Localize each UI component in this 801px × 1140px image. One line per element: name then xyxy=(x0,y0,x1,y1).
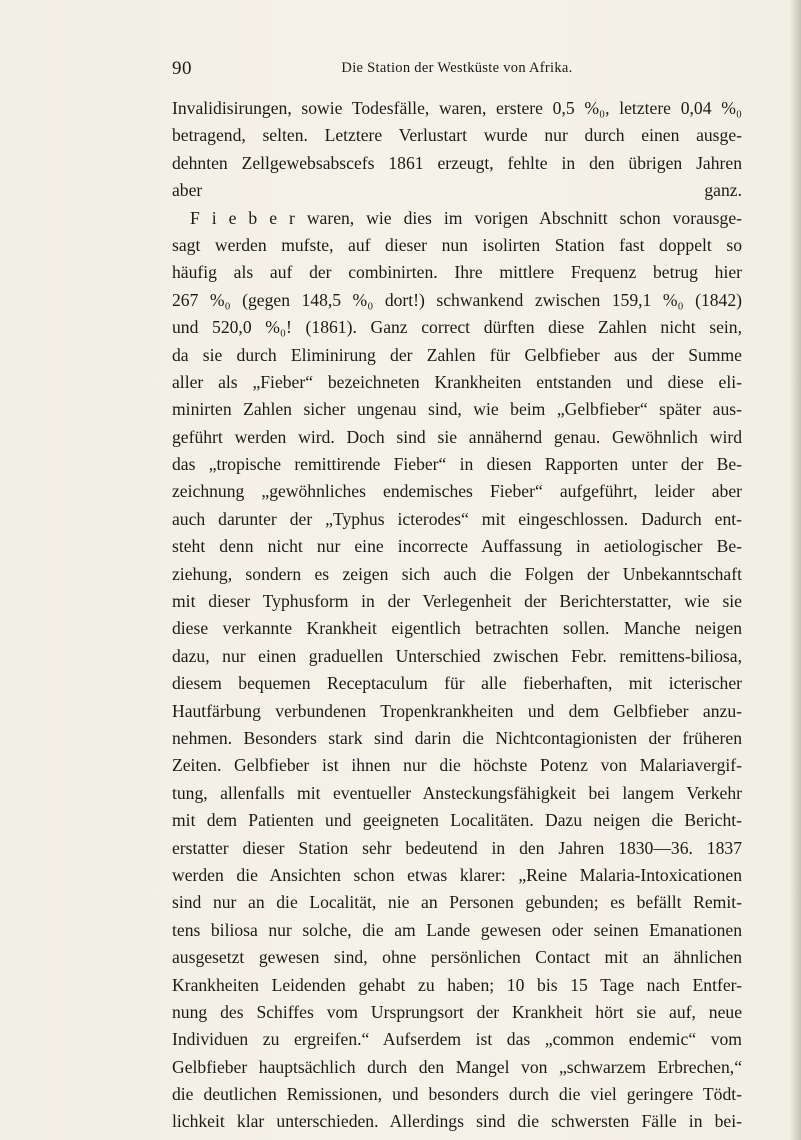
text-line: diesem bequemen Receptaculum für alle fieberhaften, mit icterischer xyxy=(172,673,742,694)
text-line: Hautfärbung verbundenen Tropenkrankheiten und dem Gelbfieber anzu- xyxy=(172,700,742,721)
text-line: nung des Schiffes vom Ursprungsort der Krankheit hört sie auf, neue xyxy=(172,1001,742,1022)
text-line: 267 %₀ (gegen 148,5 %₀ dort!) schwankend zwischen 159,1 %₀ (1842) xyxy=(172,289,742,310)
text-line: das „tropische remittirende Fieber“ in diesen Rapporten unter der Be- xyxy=(172,454,742,475)
text-line: auch darunter der „Typhus icterodes“ mit eingeschlossen. Dadurch ent- xyxy=(172,508,742,529)
text-line: betragend, selten. Letztere Verlustart wurde nur durch einen ausge- xyxy=(172,125,742,146)
text-line: dazu, nur einen graduellen Unterschied zwischen Febr. remittens-biliosa, xyxy=(172,645,742,666)
text-line: lichkeit klar unterschieden. Allerdings sind die schwersten Fälle in bei- xyxy=(172,1111,742,1132)
text-line: aller als „Fieber“ bezeichneten Krankheiten entstanden und diese eli- xyxy=(172,371,742,392)
text-line: Krankheiten Leidenden gehabt zu haben; 10 bis 15 Tage nach Entfer- xyxy=(172,974,742,995)
text-line: tens biliosa nur solche, die am Lande gewesen oder seinen Emanationen xyxy=(172,919,742,940)
text-line: zeichnung „gewöhnliches endemisches Fieber“ aufgeführt, leider aber xyxy=(172,481,742,502)
text-line: Individuen zu ergreifen.“ Aufserdem ist das „common endemic“ vom xyxy=(172,1029,742,1050)
text-line: häufig als auf der combinirten. Ihre mittlere Frequenz betrug hier xyxy=(172,262,742,283)
running-title: Die Station der Westküste von Afrika. xyxy=(341,60,573,76)
text-line: tung, allenfalls mit eventueller Ansteckungsfähigkeit bei langem Verkehr xyxy=(172,782,742,803)
text-line: steht denn nicht nur eine incorrecte Auffassung in aetiologischer Be- xyxy=(172,536,742,557)
body-text xyxy=(172,95,742,1136)
text-line: sagt werden mufste, auf dieser nun isolirten Station fast doppelt so xyxy=(172,234,742,255)
text-line: die deutlichen Remissionen, und besonders durch die viel geringere Tödt- xyxy=(172,1084,742,1105)
text-line: geführt werden wird. Doch sind sie annähernd genau. Gewöhnlich wird xyxy=(172,426,742,447)
text-line: und 520,0 %₀! (1861). Ganz correct dürften diese Zahlen nicht sein, xyxy=(172,317,742,338)
text-line: da sie durch Eliminirung der Zahlen für Gelbfieber aus der Summe xyxy=(172,344,742,365)
text-line: mit dem Patienten und geeigneten Localitäten. Dazu neigen die Bericht- xyxy=(172,810,742,831)
text-line: Zeiten. Gelbfieber ist ihnen nur die höchste Potenz von Malariavergif- xyxy=(172,755,742,776)
text-line: sind nur an die Localität, nie an Personen gebunden; es befällt Remit- xyxy=(172,892,742,913)
text-line: diese verkannte Krankheit eigentlich betrachten sollen. Manche neigen xyxy=(172,618,742,639)
text-line: nehmen. Besonders stark sind darin die Nichtcontagionisten der früheren xyxy=(172,727,742,748)
page-edge-shadow xyxy=(789,0,801,1140)
text-line: dehnten Zellgewebsabscefs 1861 erzeugt, fehlte in den übrigen Jahren xyxy=(172,152,742,173)
text-line: werden die Ansichten schon etwas klarer: „Reine Malaria-Intoxicationen xyxy=(172,864,742,885)
text-line: F i e b e r waren, wie dies im vorigen Abschnitt schon vorausge- xyxy=(190,207,742,228)
text-line: Gelbfieber hauptsächlich durch den Mangel von „schwarzem Erbrechen,“ xyxy=(172,1056,742,1077)
text-line: aber ganz. xyxy=(172,180,742,201)
text-line: minirten Zahlen sicher ungenau sind, wie beim „Gelbfieber“ später aus- xyxy=(172,399,742,420)
text-line: ziehung, sondern es zeigen sich auch die Folgen der Unbekanntschaft xyxy=(172,563,742,584)
text-line: erstatter dieser Station sehr bedeutend in den Jahren 1830—36. 1837 xyxy=(172,837,742,858)
text-line: mit dieser Typhusform in der Verlegenheit der Berichterstatter, wie sie xyxy=(172,591,742,612)
page-number: 90 xyxy=(172,58,192,79)
text-line: Invalidisirungen, sowie Todesfälle, waren, erstere 0,5 %₀, letztere 0,04 %₀ xyxy=(172,98,742,118)
text-line: ausgesetzt gewesen sind, ohne persönlichen Contact mit an ähnlichen xyxy=(172,947,742,968)
page-header xyxy=(172,58,742,84)
